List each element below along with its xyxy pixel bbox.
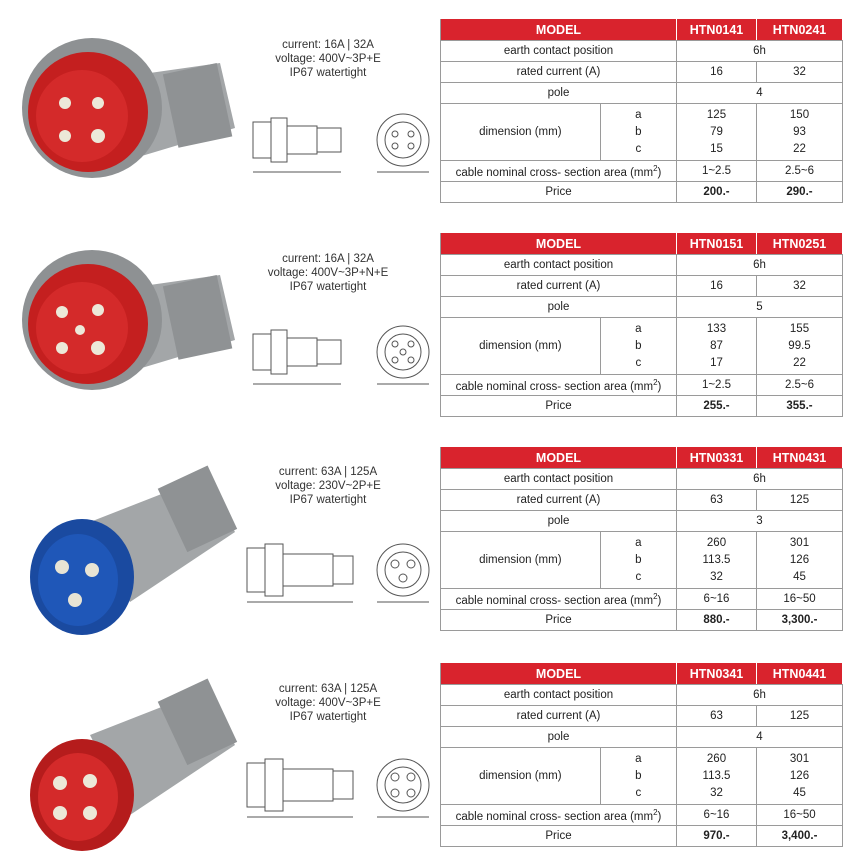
cell: 6~16 <box>677 805 757 826</box>
row-label: rated current (A) <box>441 62 677 83</box>
cell: 1~2.5 <box>677 375 757 396</box>
dim-values <box>677 104 757 161</box>
cell: 32 <box>710 570 723 583</box>
cell: 87 <box>710 339 723 352</box>
cell: 126 <box>789 769 810 782</box>
row-label: Price <box>441 182 677 203</box>
row-label: earth contact position <box>441 255 677 276</box>
row-label <box>441 589 677 610</box>
cell: 32 <box>757 62 843 83</box>
price: 255.- <box>677 396 757 417</box>
spec-text <box>258 38 398 80</box>
model-code: HTN0331 <box>677 447 757 469</box>
cell: 99.5 <box>788 339 811 352</box>
spec-current: current: 63A | 125A <box>278 466 378 478</box>
row-label <box>441 805 677 826</box>
cell: 45 <box>793 570 806 583</box>
model-code: HTN0441 <box>757 663 843 685</box>
spec-current: current: 16A | 32A <box>282 39 374 51</box>
row-label: pole <box>441 511 677 532</box>
row-label: Price <box>441 826 677 847</box>
spec-text <box>258 465 398 507</box>
dim-key: b <box>635 125 642 138</box>
cell: 113.5 <box>702 553 731 566</box>
cable-label: cable nominal cross- section area (mm <box>455 166 654 179</box>
row-label: earth contact position <box>441 469 677 490</box>
row-label: rated current (A) <box>441 706 677 727</box>
cable-label: cable nominal cross- section area (mm <box>455 810 654 823</box>
row-label: dimension (mm) <box>479 770 562 782</box>
cell: 17 <box>710 356 723 369</box>
cell: 1~2.5 <box>677 161 757 182</box>
spec-ip: IP67 watertight <box>289 281 367 293</box>
model-header: MODEL <box>441 447 677 469</box>
cell: 260 <box>706 752 727 765</box>
cable-sup: 2 <box>653 377 658 387</box>
dimension-label-cell <box>441 532 677 589</box>
cell: 22 <box>793 356 806 369</box>
dim-key: a <box>635 322 642 335</box>
row-label: dimension (mm) <box>479 126 562 138</box>
price: 200.- <box>677 182 757 203</box>
dim-key: a <box>635 752 642 765</box>
dim-key: c <box>635 786 642 799</box>
dimension-drawing <box>243 530 443 610</box>
cell: 2.5~6 <box>757 161 843 182</box>
cell: 16~50 <box>757 589 843 610</box>
price: 355.- <box>757 396 843 417</box>
dimension-drawing <box>243 745 443 825</box>
cell: 126 <box>789 553 810 566</box>
model-code: HTN0241 <box>757 19 843 41</box>
row-label: dimension (mm) <box>479 554 562 566</box>
cell: 4 <box>677 83 843 104</box>
cell: 6h <box>677 255 843 276</box>
spec-ip: IP67 watertight <box>289 67 367 79</box>
cell: 155 <box>789 322 810 335</box>
model-code: HTN0151 <box>677 233 757 255</box>
cell: 16 <box>677 62 757 83</box>
spec-voltage: voltage: 230V~2P+E <box>275 480 381 492</box>
spec-current: current: 16A | 32A <box>282 253 374 265</box>
dim-values <box>677 318 757 375</box>
row-label: pole <box>441 297 677 318</box>
cell: 6h <box>677 469 843 490</box>
dim-values <box>677 532 757 589</box>
cable-label: cable nominal cross- section area (mm <box>455 594 654 607</box>
dimension-label-cell <box>441 318 677 375</box>
plug-photo-red-63a <box>20 675 240 865</box>
cable-sup: 2 <box>653 591 658 601</box>
dim-key: c <box>635 570 642 583</box>
cell: 6h <box>677 685 843 706</box>
row-label: rated current (A) <box>441 490 677 511</box>
cell: 3 <box>677 511 843 532</box>
dim-key: b <box>635 769 642 782</box>
plug-photo-red-16a <box>20 8 240 198</box>
price: 880.- <box>677 610 757 631</box>
cell: 2.5~6 <box>757 375 843 396</box>
cell: 125 <box>706 108 727 121</box>
model-code: HTN0141 <box>677 19 757 41</box>
cable-sup: 2 <box>653 807 658 817</box>
spec-current: current: 63A | 125A <box>278 683 378 695</box>
dim-key: c <box>635 142 642 155</box>
model-header: MODEL <box>441 233 677 255</box>
dim-values <box>757 104 843 161</box>
dimension-drawing <box>243 312 443 392</box>
row-label <box>441 375 677 396</box>
cell: 301 <box>789 536 810 549</box>
price: 290.- <box>757 182 843 203</box>
row-label: pole <box>441 83 677 104</box>
spec-table-2 <box>440 232 843 417</box>
cell: 5 <box>677 297 843 318</box>
cable-close: ) <box>657 594 662 607</box>
cell: 32 <box>757 276 843 297</box>
cell: 133 <box>706 322 727 335</box>
dim-values <box>757 318 843 375</box>
cable-close: ) <box>657 166 662 179</box>
row-label: pole <box>441 727 677 748</box>
spec-voltage: voltage: 400V~3P+E <box>275 53 381 65</box>
cell: 4 <box>677 727 843 748</box>
row-label <box>441 161 677 182</box>
row-label: earth contact position <box>441 685 677 706</box>
spec-table-1 <box>440 18 843 203</box>
cell: 260 <box>706 536 727 549</box>
price: 3,300.- <box>757 610 843 631</box>
cell: 63 <box>677 706 757 727</box>
cell: 150 <box>789 108 810 121</box>
model-header: MODEL <box>441 663 677 685</box>
dim-key: b <box>635 553 642 566</box>
dim-values <box>757 532 843 589</box>
cell: 22 <box>793 142 806 155</box>
dim-key: b <box>635 339 642 352</box>
cell: 79 <box>710 125 723 138</box>
cell: 125 <box>757 706 843 727</box>
cable-close: ) <box>657 380 662 393</box>
dim-values <box>677 748 757 805</box>
price: 3,400.- <box>757 826 843 847</box>
cell: 125 <box>757 490 843 511</box>
spec-voltage: voltage: 400V~3P+E <box>275 697 381 709</box>
plug-photo-blue-63a <box>20 462 240 652</box>
spec-ip: IP67 watertight <box>289 711 367 723</box>
spec-voltage: voltage: 400V~3P+N+E <box>267 267 389 279</box>
model-code: HTN0341 <box>677 663 757 685</box>
model-code: HTN0431 <box>757 447 843 469</box>
cell: 16 <box>677 276 757 297</box>
cell: 6h <box>677 41 843 62</box>
row-label: earth contact position <box>441 41 677 62</box>
dim-key: a <box>635 536 642 549</box>
cell: 63 <box>677 490 757 511</box>
spec-text <box>258 252 398 294</box>
price: 970.- <box>677 826 757 847</box>
spec-table-3 <box>440 446 843 631</box>
spec-table-4 <box>440 662 843 847</box>
cable-sup: 2 <box>653 163 658 173</box>
cell: 6~16 <box>677 589 757 610</box>
cable-label: cable nominal cross- section area (mm <box>455 380 654 393</box>
cell: 93 <box>793 125 806 138</box>
cell: 113.5 <box>702 769 731 782</box>
dim-key: a <box>635 108 642 121</box>
cell: 16~50 <box>757 805 843 826</box>
model-code: HTN0251 <box>757 233 843 255</box>
spec-ip: IP67 watertight <box>289 494 367 506</box>
cable-close: ) <box>657 810 662 823</box>
cell: 15 <box>710 142 723 155</box>
model-header: MODEL <box>441 19 677 41</box>
row-label: Price <box>441 396 677 417</box>
spec-text <box>258 682 398 724</box>
cell: 32 <box>710 786 723 799</box>
cell: 301 <box>789 752 810 765</box>
dim-values <box>757 748 843 805</box>
row-label: dimension (mm) <box>479 340 562 352</box>
cell: 45 <box>793 786 806 799</box>
row-label: rated current (A) <box>441 276 677 297</box>
row-label: Price <box>441 610 677 631</box>
plug-photo-red-16a-5p <box>20 220 240 410</box>
dim-key: c <box>635 356 642 369</box>
dimension-drawing <box>243 100 443 180</box>
dimension-label-cell <box>441 748 677 805</box>
dimension-label-cell <box>441 104 677 161</box>
